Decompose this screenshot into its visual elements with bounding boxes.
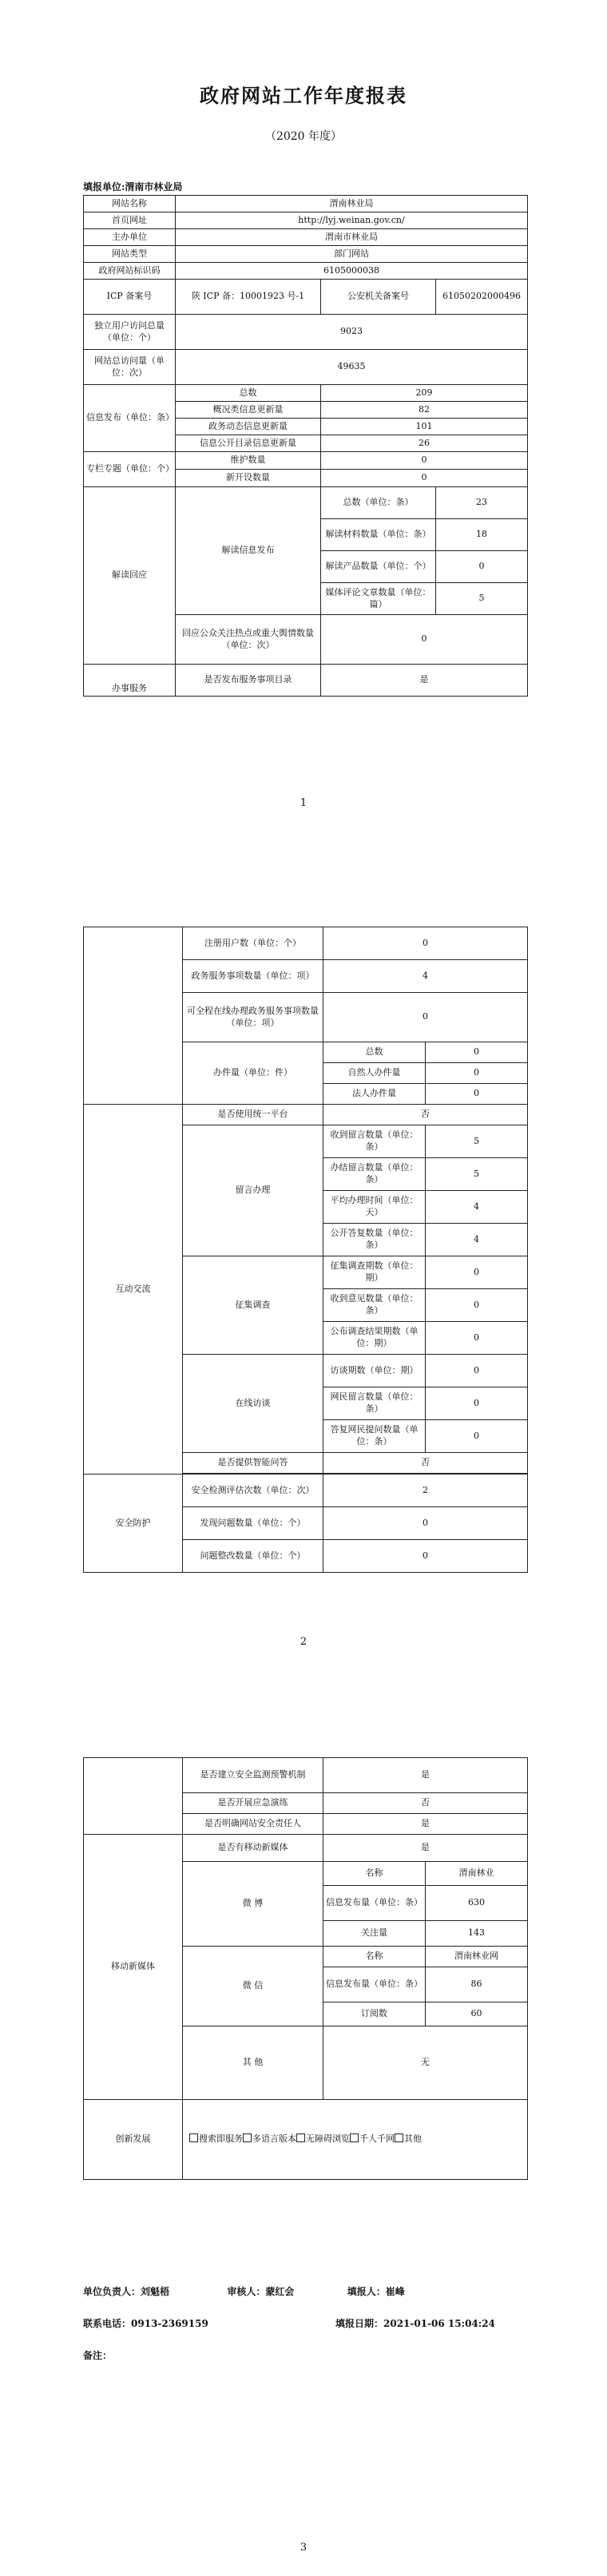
report-year: （2020 年度） xyxy=(264,130,343,143)
value-site-type: 部门网站 xyxy=(176,246,528,263)
handled-row-label: 总数 xyxy=(323,1042,426,1063)
label-security: 安全防护 xyxy=(84,1475,183,1573)
label-site-name: 网站名称 xyxy=(84,196,176,212)
info-publish-row-label: 概况类信息更新量 xyxy=(176,402,321,419)
weibo-row-label: 关注量 xyxy=(323,1921,426,1947)
interview-row-label: 访谈期数（单位：期） xyxy=(323,1355,426,1387)
message-row-value: 5 xyxy=(426,1158,528,1191)
message-row-label: 收到留言数量（单位：条） xyxy=(323,1125,426,1158)
label-service-catalog: 是否发布服务事项目录 xyxy=(176,665,321,697)
label-police: 公安机关备案号 xyxy=(321,280,436,315)
label-icp: ICP 备案号 xyxy=(84,280,176,315)
security-row-value: 是 xyxy=(323,1758,528,1793)
handled-row-value: 0 xyxy=(426,1084,528,1105)
page-number: 3 xyxy=(300,2542,307,2554)
wechat-row-label: 名称 xyxy=(323,1947,426,1967)
message-row-value: 4 xyxy=(426,1224,528,1256)
label-uv: 独立用户访问总量（单位：个） xyxy=(84,315,176,350)
value-uv: 9023 xyxy=(176,315,528,350)
columns-row-label: 新开设数量 xyxy=(176,470,321,487)
label-interpret: 解读回应 xyxy=(84,487,176,665)
checkbox-icon[interactable] xyxy=(296,2133,305,2142)
label-registered: 注册用户数（单位：个） xyxy=(183,927,323,960)
label-weibo: 微 博 xyxy=(183,1862,323,1947)
weibo-row-value: 渭南林业 xyxy=(426,1862,528,1886)
interview-row-label: 网民留言数量（单位：条） xyxy=(323,1387,426,1420)
value-icp: 陕 ICP 备：10001923 号-1 xyxy=(176,280,321,315)
message-row-label: 办结留言数量（单位：条） xyxy=(323,1158,426,1191)
value-sponsor: 渭南市林业局 xyxy=(176,229,528,246)
security-row-label: 安全检测评估次数（单位：次） xyxy=(183,1475,323,1507)
label-interview: 在线访谈 xyxy=(183,1355,323,1453)
label-site-type: 网站类型 xyxy=(84,246,176,263)
weibo-row-label: 名称 xyxy=(323,1862,426,1886)
service-continued-cell xyxy=(84,927,183,1105)
label-online-items: 可全程在线办理政务服务事项数量（单位：项） xyxy=(183,993,323,1042)
checkbox-icon[interactable] xyxy=(189,2133,198,2142)
security-row-value: 0 xyxy=(323,1507,528,1540)
report-table-page-3 xyxy=(83,1757,528,2180)
message-row-label: 公开答复数量（单位：条） xyxy=(323,1224,426,1256)
label-info-publish: 信息发布（单位：条） xyxy=(84,385,176,452)
innovation-options xyxy=(183,2100,528,2180)
label-service-items: 政务服务事项数量（单位：项） xyxy=(183,960,323,993)
label-innovation: 创新发展 xyxy=(84,2100,183,2180)
weibo-row-value: 630 xyxy=(426,1886,528,1921)
info-publish-row-label: 总数 xyxy=(176,385,321,402)
info-publish-row-value: 209 xyxy=(321,385,528,402)
value-unified-platform: 否 xyxy=(323,1105,528,1125)
label-wechat: 微 信 xyxy=(183,1947,323,2026)
label-interpret-publish: 解读信息发布 xyxy=(176,487,321,615)
security-row-value: 是 xyxy=(323,1814,528,1835)
label-columns: 专栏专题（单位：个） xyxy=(84,452,176,487)
label-sponsor: 主办单位 xyxy=(84,229,176,246)
signature-line xyxy=(83,2284,405,2298)
label-handled: 办件量（单位：件） xyxy=(183,1042,323,1105)
checkbox-icon[interactable] xyxy=(395,2133,403,2142)
weibo-row-label: 信息发布量（单位：条） xyxy=(323,1886,426,1921)
interview-row-value: 0 xyxy=(426,1355,528,1387)
value-other-media: 无 xyxy=(323,2026,528,2100)
value-response: 0 xyxy=(321,615,528,665)
label-pv: 网站总访问量（单位：次） xyxy=(84,350,176,385)
info-publish-row-value: 101 xyxy=(321,419,528,435)
checkbox-icon[interactable] xyxy=(350,2133,359,2142)
wechat-row-label: 信息发布量（单位：条） xyxy=(323,1967,426,2002)
info-publish-row-value: 26 xyxy=(321,435,528,452)
page-number: 2 xyxy=(300,1636,307,1648)
label-other-media: 其 他 xyxy=(183,2026,323,2100)
value-service-items: 4 xyxy=(323,960,528,993)
label-mobile: 移动新媒体 xyxy=(84,1835,183,2100)
reviewer: 审核人：蒙红会 xyxy=(227,2286,295,2297)
label-survey: 征集调查 xyxy=(183,1256,323,1355)
label-homepage: 首页网址 xyxy=(84,212,176,229)
interpret-row-value: 5 xyxy=(436,583,528,615)
info-publish-row-value: 82 xyxy=(321,402,528,419)
security-row-label: 是否明确网站安全责任人 xyxy=(183,1814,323,1835)
label-message: 留言办理 xyxy=(183,1125,323,1256)
unit-leader: 单位负责人：刘魁梧 xyxy=(83,2286,170,2297)
security-row-label: 问题整改数量（单位：个） xyxy=(183,1540,323,1573)
reporting-unit: 填报单位:渭南市林业局 xyxy=(83,181,183,193)
survey-row-value: 0 xyxy=(426,1322,528,1355)
checkbox-icon[interactable] xyxy=(243,2133,252,2142)
value-site-code: 6105000038 xyxy=(176,263,528,280)
message-row-value: 5 xyxy=(426,1125,528,1158)
info-publish-row-label: 信息公开目录信息更新量 xyxy=(176,435,321,452)
interpret-row-value: 23 xyxy=(436,487,528,519)
value-smart-qa: 否 xyxy=(323,1453,528,1474)
survey-row-label: 公布调查结果期数（单位：期） xyxy=(323,1322,426,1355)
interpret-row-label: 解读材料数量（单位：条） xyxy=(321,519,436,551)
innovation-option[interactable]: 搜索即服务 xyxy=(189,2133,243,2144)
interpret-row-label: 总数（单位：条） xyxy=(321,487,436,519)
interpret-row-label: 解读产品数量（单位：个） xyxy=(321,551,436,583)
value-police: 61050202000496 xyxy=(436,280,528,315)
label-has-mobile: 是否有移动新媒体 xyxy=(183,1835,323,1862)
survey-row-label: 收到意见数量（单位：条） xyxy=(323,1289,426,1322)
value-homepage: http://lyj.weinan.gov.cn/ xyxy=(176,212,528,229)
report-table-page-1 xyxy=(83,195,528,697)
value-site-name: 渭南林业局 xyxy=(176,196,528,212)
survey-row-label: 征集调查期数（单位：期） xyxy=(323,1256,426,1289)
interview-row-value: 0 xyxy=(426,1420,528,1453)
label-unified-platform: 是否使用统一平台 xyxy=(183,1105,323,1125)
wechat-row-value: 渭南林业网 xyxy=(426,1947,528,1967)
message-row-value: 4 xyxy=(426,1191,528,1224)
innovation-option[interactable]: 其他 xyxy=(395,2133,422,2144)
handled-row-label: 法人办件量 xyxy=(323,1084,426,1105)
wechat-row-value: 60 xyxy=(426,2002,528,2026)
message-row-label: 平均办理时间（单位：天） xyxy=(323,1191,426,1224)
value-pv: 49635 xyxy=(176,350,528,385)
label-service: 办事服务 xyxy=(84,665,176,697)
page-number: 1 xyxy=(300,797,307,809)
columns-row-label: 维护数量 xyxy=(176,452,321,470)
interpret-row-label: 媒体评论文章数量（单位：篇） xyxy=(321,583,436,615)
security-row-value: 否 xyxy=(323,1793,528,1814)
interpret-row-value: 0 xyxy=(436,551,528,583)
filler: 填报人：崔峰 xyxy=(347,2286,405,2297)
interview-row-label: 答复网民提问数量（单位：条） xyxy=(323,1420,426,1453)
value-online-items: 0 xyxy=(323,993,528,1042)
columns-row-value: 0 xyxy=(321,452,528,470)
security-row-label: 是否开展应急演练 xyxy=(183,1793,323,1814)
fill-date: 填报日期：2021-01-06 15:04:24 xyxy=(335,2318,495,2329)
report-title: 政府网站工作年度报表 xyxy=(200,84,407,107)
handled-row-value: 0 xyxy=(426,1042,528,1063)
columns-row-value: 0 xyxy=(321,470,528,487)
innovation-option[interactable]: 多语言版本 xyxy=(243,2133,296,2144)
handled-row-label: 自然人办件量 xyxy=(323,1063,426,1084)
label-response: 回应公众关注热点或重大舆情数量（单位：次） xyxy=(176,615,321,665)
security-row-label: 是否建立安全监测预警机制 xyxy=(183,1758,323,1793)
label-site-code: 政府网站标识码 xyxy=(84,263,176,280)
interpret-row-value: 18 xyxy=(436,519,528,551)
security-continued-cell xyxy=(84,1758,183,1835)
info-publish-row-label: 政务动态信息更新量 xyxy=(176,419,321,435)
survey-row-value: 0 xyxy=(426,1289,528,1322)
contact-phone: 联系电话：0913-2369159 xyxy=(83,2318,208,2329)
security-row-value: 0 xyxy=(323,1540,528,1573)
report-table-page-2 xyxy=(83,927,528,1573)
value-service-catalog: 是 xyxy=(321,665,528,697)
remarks: 备注： xyxy=(83,2350,113,2361)
value-has-mobile: 是 xyxy=(323,1835,528,1862)
label-interact: 互动交流 xyxy=(84,1105,183,1475)
handled-row-value: 0 xyxy=(426,1063,528,1084)
security-row-label: 发现问题数量（单位：个） xyxy=(183,1507,323,1540)
innovation-option[interactable]: 无障碍浏览 xyxy=(296,2133,350,2144)
security-row-value: 2 xyxy=(323,1475,528,1507)
wechat-row-value: 86 xyxy=(426,1967,528,2002)
innovation-option[interactable]: 千人千网 xyxy=(350,2133,395,2144)
weibo-row-value: 143 xyxy=(426,1921,528,1947)
value-registered: 0 xyxy=(323,927,528,960)
wechat-row-label: 订阅数 xyxy=(323,2002,426,2026)
survey-row-value: 0 xyxy=(426,1256,528,1289)
interview-row-value: 0 xyxy=(426,1387,528,1420)
label-smart-qa: 是否提供智能问答 xyxy=(183,1453,323,1474)
